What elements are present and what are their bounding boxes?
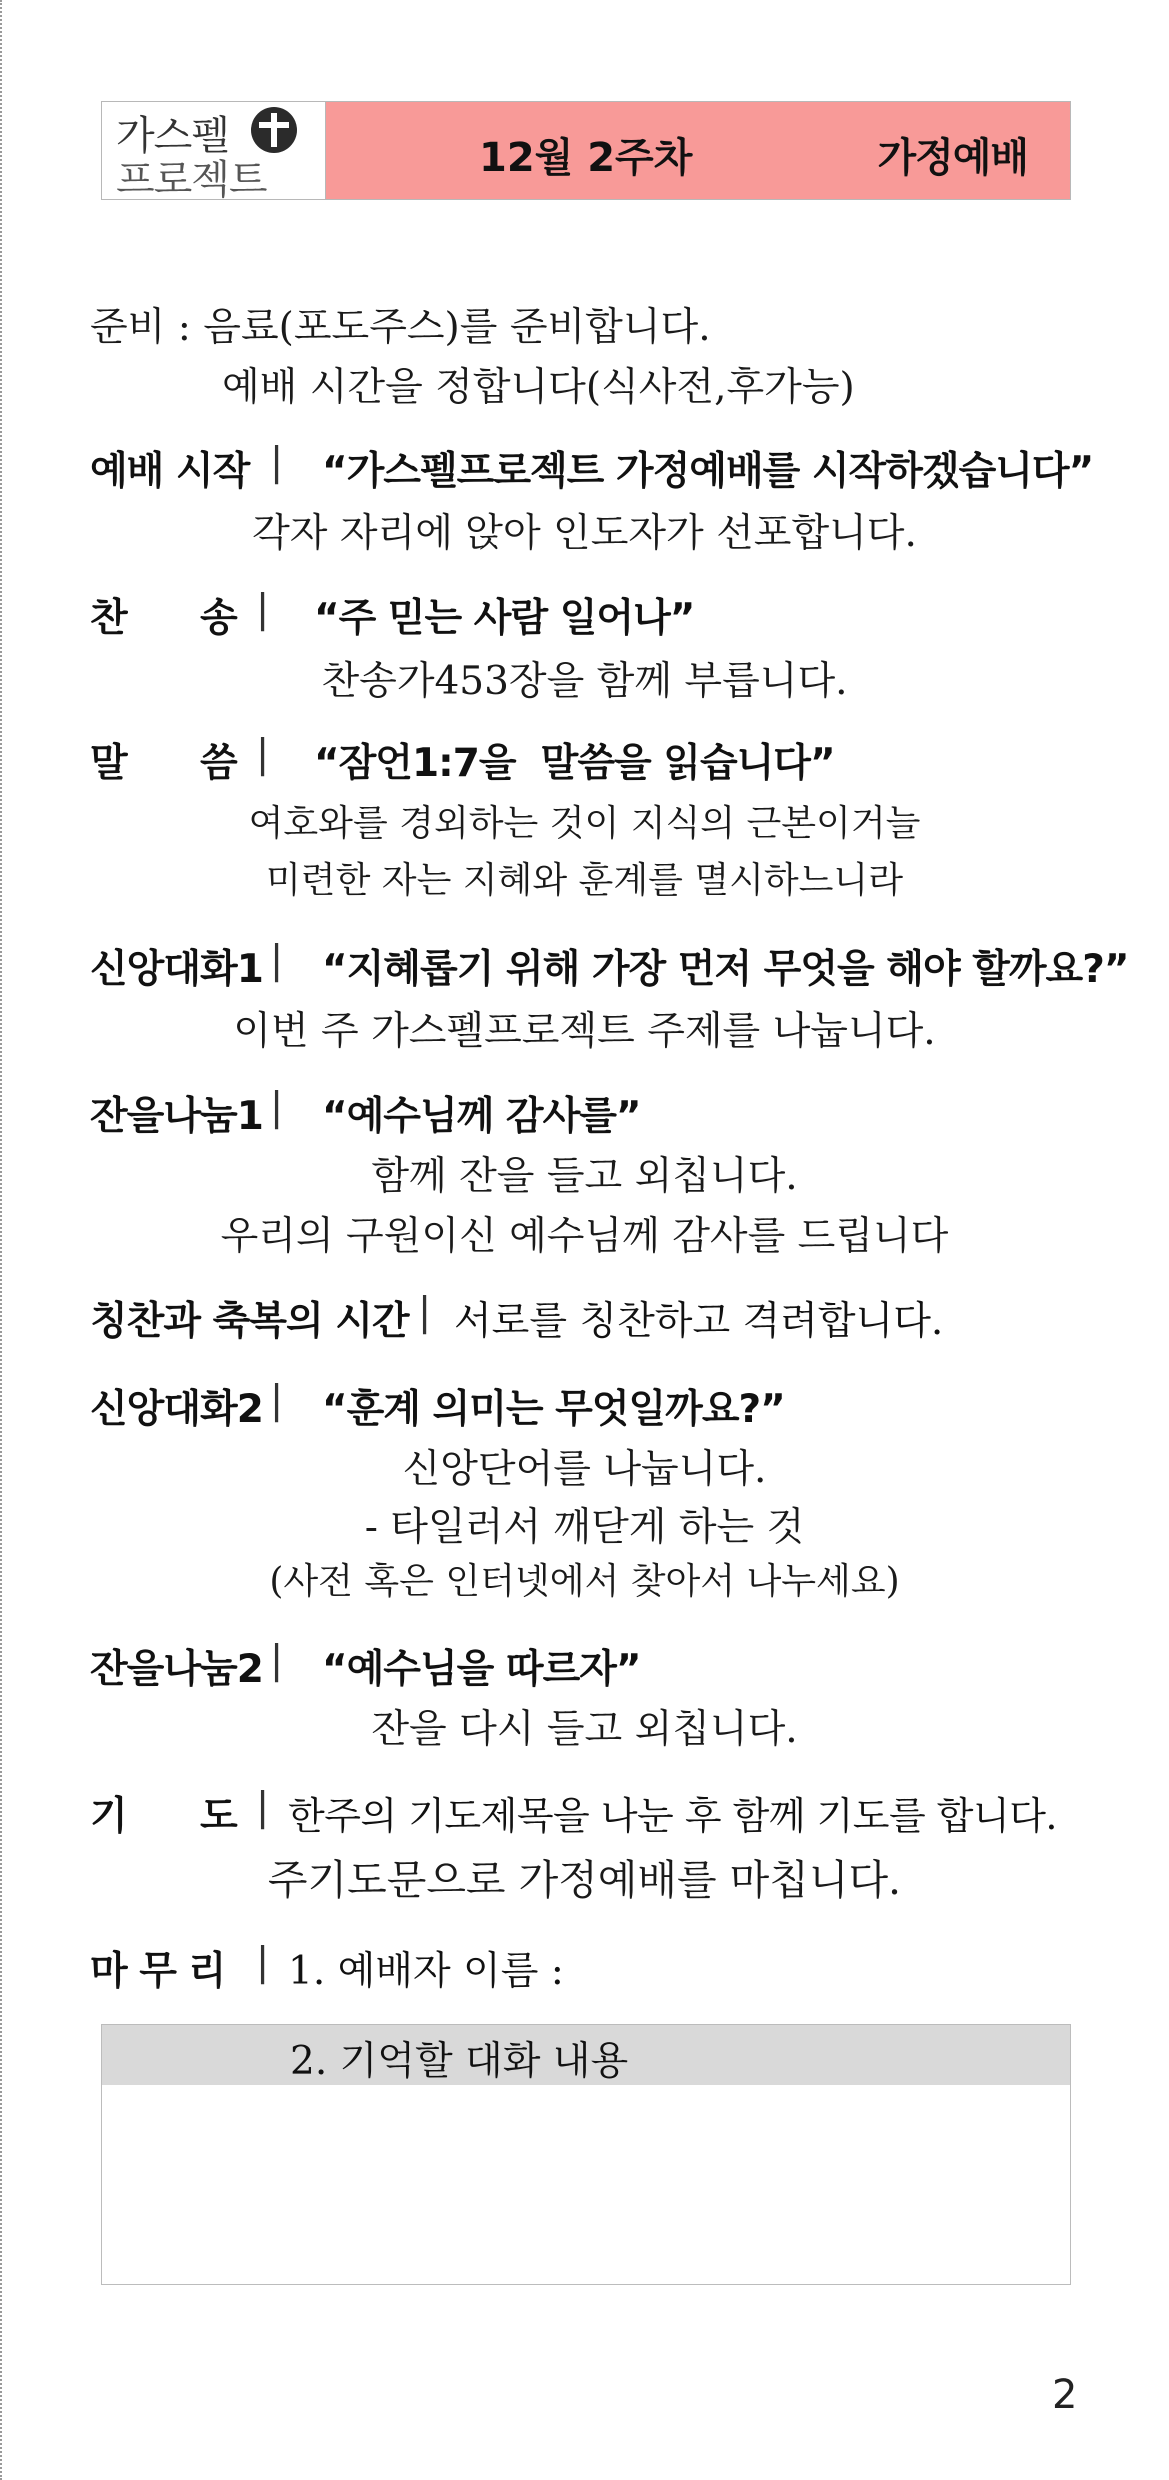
section-body-inline: 서로를 칭찬하고 격려합니다. — [454, 1299, 944, 1344]
section-label: 신앙대화1 — [90, 947, 263, 992]
separator: | — [256, 1785, 270, 1830]
section-cup2 — [0, 1638, 1169, 1698]
section-label: 예배 시작 — [90, 449, 250, 494]
separator: | — [270, 1378, 284, 1423]
section-label: 잔을나눔2 — [90, 1647, 263, 1692]
separator: | — [418, 1290, 432, 1335]
section-label-b: 씀 — [200, 741, 237, 786]
talk2-body3: (사전 혹은 인터넷에서 찾아서 나누세요) — [269, 1561, 900, 1602]
section-quote: “예수님을 따르자” — [322, 1647, 641, 1692]
cross-icon — [251, 107, 297, 153]
logo-text-line1: 가스펠 — [116, 113, 229, 159]
section-talk2 — [0, 1378, 1169, 1438]
section-quote: “지혜롭기 위해 가장 먼저 무엇을 해야 할까요?” — [322, 947, 1129, 992]
section-label-b: 송 — [200, 596, 237, 641]
logo-text-line2: 프로젝트 — [116, 157, 267, 203]
memo-band — [102, 2025, 1070, 2085]
prep-line2: 예배 시간을 정합니다(식사전,후가능) — [222, 365, 855, 410]
section-praise — [0, 1290, 1169, 1350]
section-start — [0, 440, 1169, 500]
prep-line1: 준비 : 음료(포도주스)를 준비합니다. — [90, 305, 711, 350]
section-label: 잔을나눔1 — [90, 1094, 263, 1139]
cup1-body2: 우리의 구원이신 예수님께 감사를 드립니다 — [220, 1214, 949, 1259]
separator: | — [270, 440, 284, 485]
hymn-body1: 찬송가453장을 함께 부릅니다. — [321, 659, 848, 704]
page-title: 가정예배 — [877, 135, 1028, 181]
section-label: 마 무 리 — [90, 1949, 226, 1994]
separator: | — [270, 1085, 284, 1130]
cup2-body1: 잔을 다시 들고 외칩니다. — [371, 1707, 798, 1752]
section-talk1 — [0, 938, 1169, 998]
section-closing — [0, 1940, 1169, 2000]
separator: | — [270, 938, 284, 983]
section-body-inline: 한주의 기도제목을 나눈 후 함께 기도를 합니다. — [288, 1794, 1058, 1838]
section-label-a: 말 — [90, 741, 127, 786]
section-quote: “예수님께 감사를” — [322, 1094, 641, 1139]
gospel-project-logo — [102, 102, 326, 203]
worship-header — [101, 101, 1071, 203]
section-quote: “잠언1:7을 말씀을 읽습니다” — [314, 741, 835, 786]
section-label-b: 도 — [200, 1794, 237, 1839]
talk1-body1: 이번 주 가스펠프로젝트 주제를 나눕니다. — [233, 1009, 936, 1054]
section-quote: “주 믿는 사람 일어나” — [314, 596, 695, 641]
page-number: 2 — [1052, 2372, 1078, 2418]
section-prayer — [0, 1785, 1169, 1845]
week-label: 12월 2주차 — [479, 135, 693, 181]
section-cup1 — [0, 1085, 1169, 1145]
prayer-body1: 주기도문으로 가정예배를 마칩니다. — [267, 1856, 902, 1904]
closing-item2: 2. 기억할 대화 내용 — [290, 2039, 629, 2084]
header-band — [326, 102, 1070, 199]
talk2-body2: - 타일러서 깨닫게 하는 것 — [364, 1505, 805, 1550]
section-label-a: 찬 — [90, 596, 127, 641]
separator: | — [256, 587, 270, 632]
word-body2: 미련한 자는 지혜와 훈계를 멸시하느니라 — [266, 860, 903, 901]
talk2-body1: 신앙단어를 나눕니다. — [402, 1447, 767, 1492]
separator: | — [270, 1638, 284, 1683]
closing-item1: 1. 예배자 이름 : — [288, 1949, 564, 1994]
section-hymn — [0, 587, 1169, 647]
section-label: 신앙대화2 — [90, 1387, 263, 1432]
word-body1: 여호와를 경외하는 것이 지식의 근본이거늘 — [248, 803, 921, 844]
start-body1: 각자 자리에 앉아 인도자가 선포합니다. — [252, 511, 917, 556]
section-label: 칭찬과 축복의 시간 — [90, 1299, 409, 1344]
section-quote: “가스펠프로젝트 가정예배를 시작하겠습니다” — [322, 449, 1094, 494]
section-quote: “훈계 의미는 무엇일까요?” — [322, 1387, 785, 1432]
memo-box — [101, 2024, 1071, 2285]
section-label-a: 기 — [90, 1794, 127, 1839]
separator: | — [256, 732, 270, 777]
section-word — [0, 732, 1169, 792]
separator: | — [256, 1940, 270, 1985]
cup1-body1: 함께 잔을 들고 외칩니다. — [371, 1154, 798, 1199]
